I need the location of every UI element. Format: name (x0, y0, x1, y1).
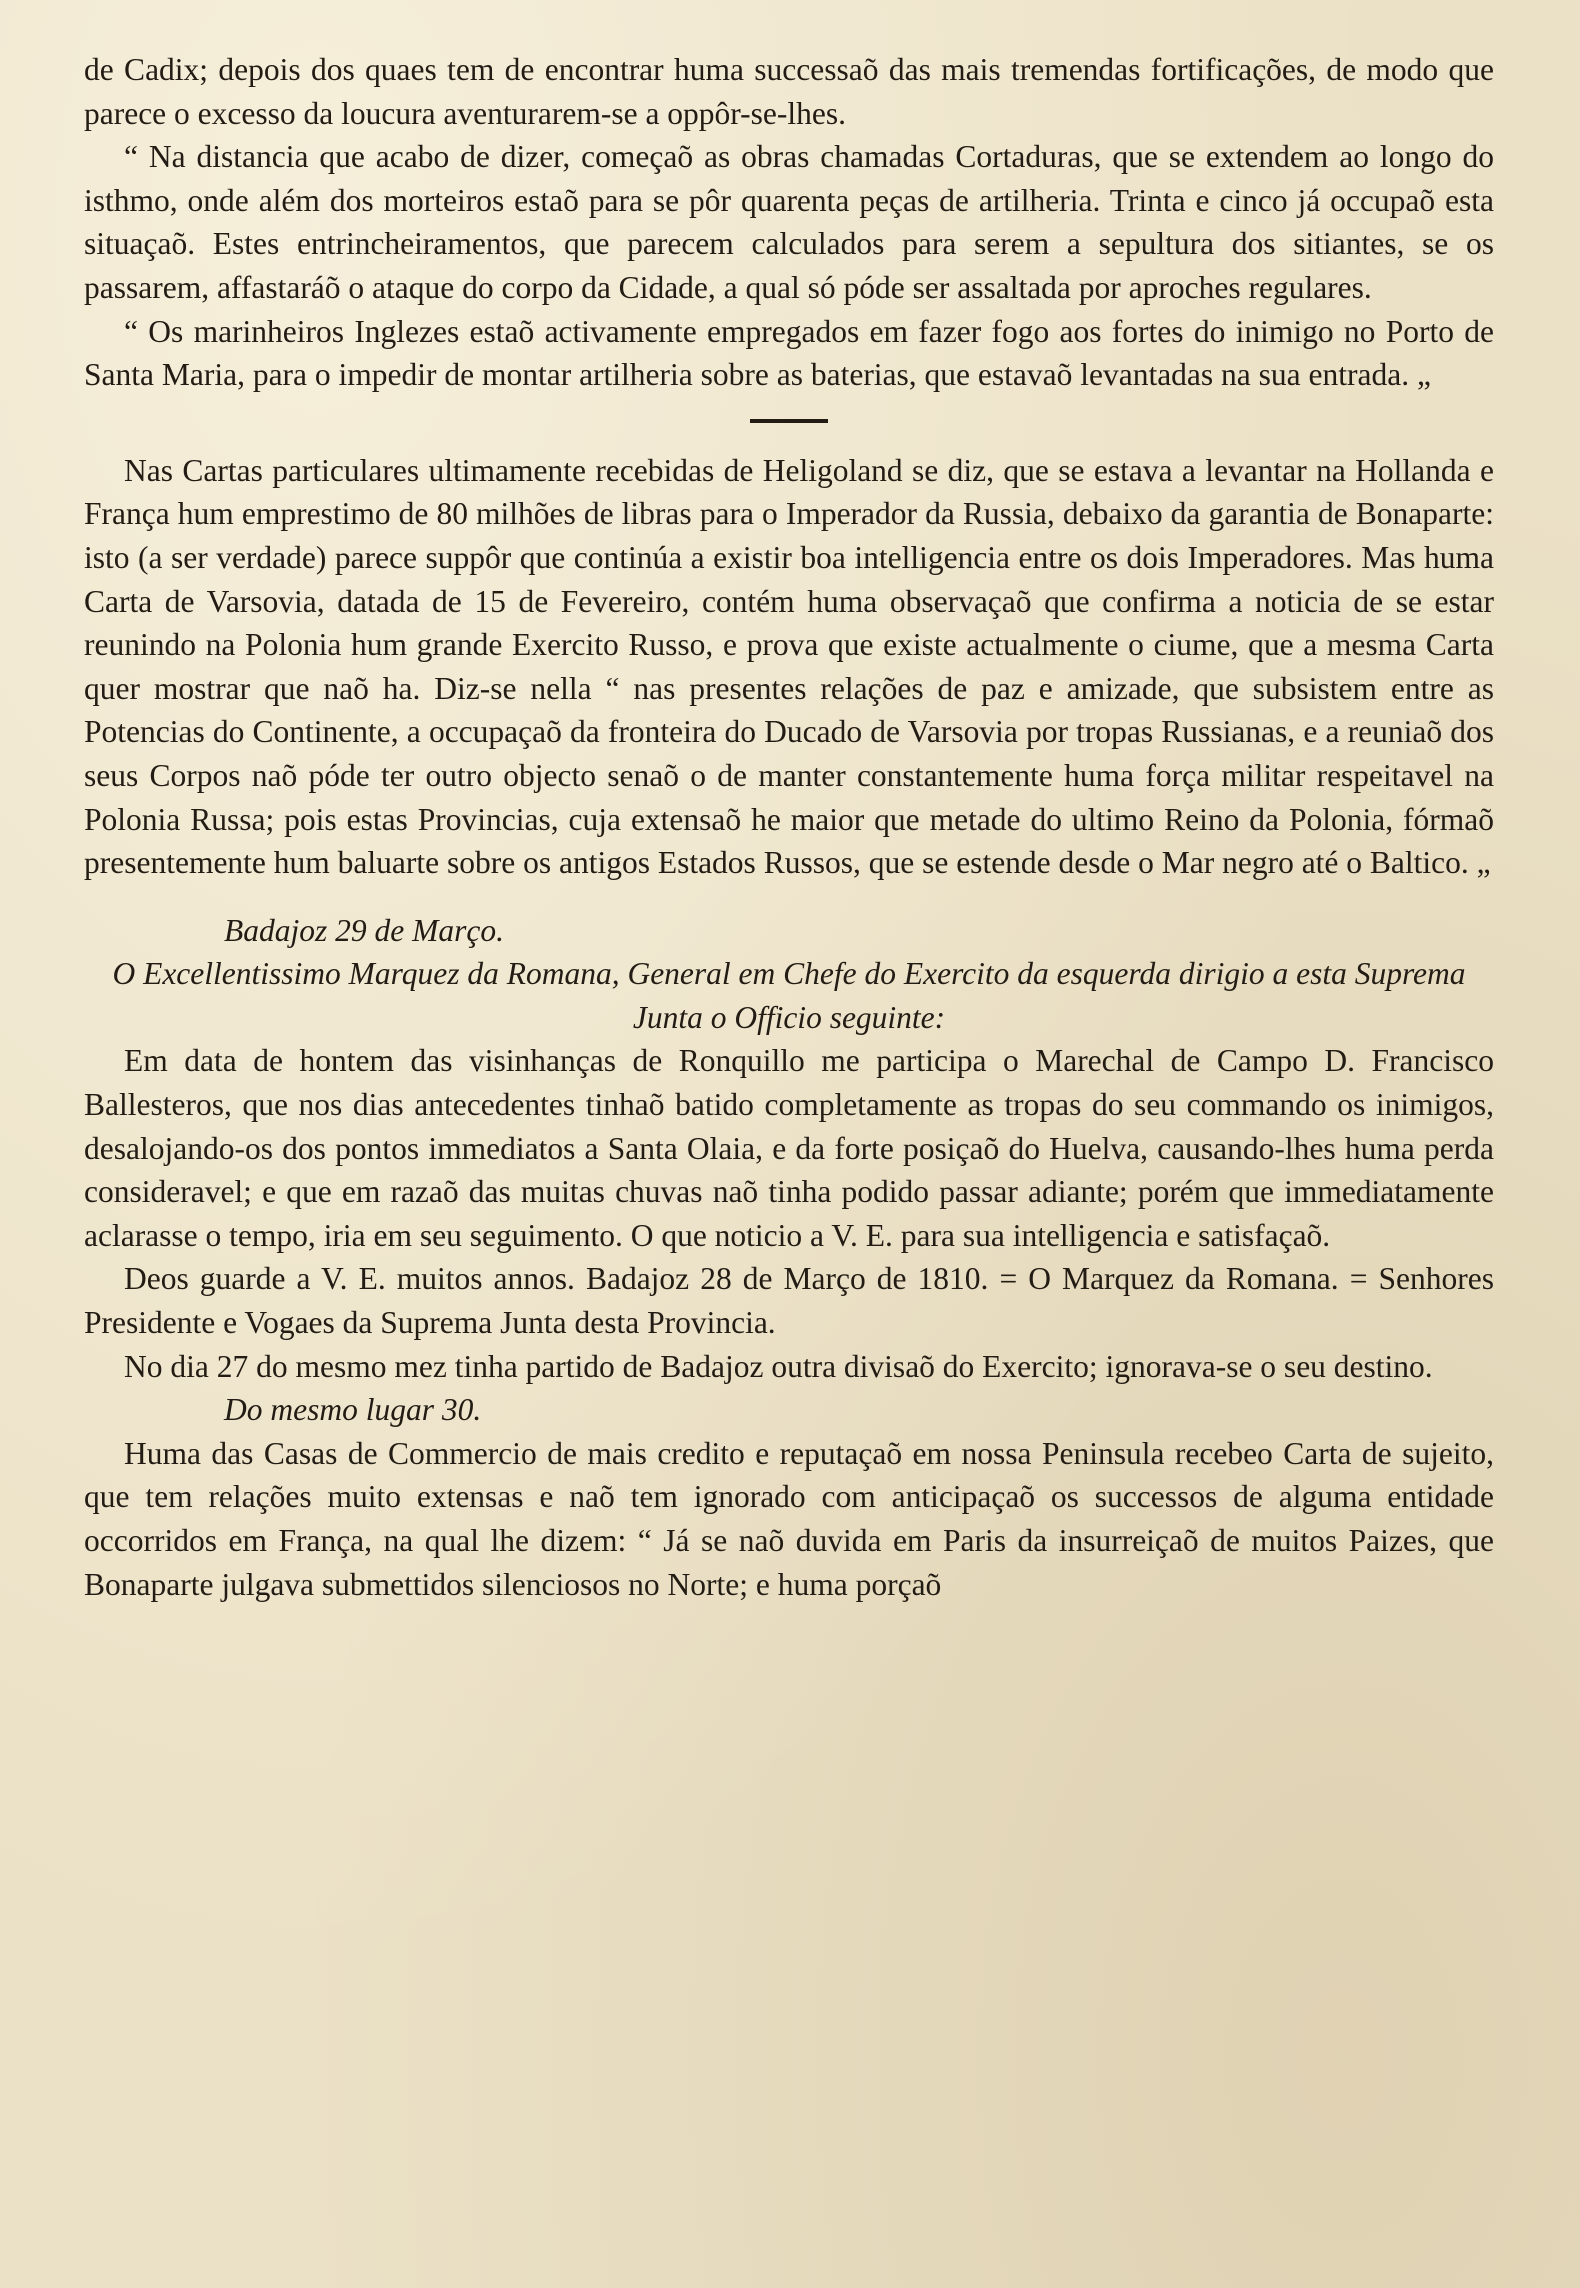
newspaper-page (84, 48, 1494, 2258)
text-paragraph: “ Os marinheiros Inglezes estaõ activamente empregados em fazer fogo aos fortes do inimigo no Porto de Santa Maria, para o impedir de montar artilheria sobre as baterias, que estavaõ levantadas na sua entrada. „ (84, 313, 1494, 393)
section-divider (750, 419, 828, 423)
spacer (84, 885, 1494, 909)
text-paragraph: Huma das Casas de Commercio de mais credito e reputaçaõ em nossa Peninsula recebeo Carta de sujeito, que tem relações muito extensas e naõ tem ignorado com anticipaçaõ os successos de alguma entidade occorridos em França, na qual lhe dizem: “ Já se naõ duvida em Paris da insurreiçaõ de muitos Paizes, que Bonaparte julgava submettidos silenciosos no Norte; e huma porçaõ (84, 1435, 1494, 1602)
text-paragraph: No dia 27 do mesmo mez tinha partido de Badajoz outra divisaõ do Exercito; ignorava-se o seu destino. (124, 1348, 1433, 1384)
text-paragraph: de Cadix; depois dos quaes tem de encontrar huma successaõ das mais tremendas fortificações, de modo que parece o excesso da loucura aventurarem-se a oppôr-se-lhes. (84, 52, 1494, 131)
text-paragraph: Em data de hontem das visinhanças de Ronquillo me participa o Marechal de Campo D. Francisco Ballesteros, que nos dias antecedentes tinhaõ batido completamente as tropas do seu commando os inimigos, desalojando-os dos pontos immediatos a Santa Olaia, e da forte posiçaõ do Huelva, causando-lhes huma perda consideravel; e que em razaõ das muitas chuvas naõ tinha podido passar adiante; porém que immediatamente aclarasse o tempo, iria em seu seguimento. O que noticio a V. E. para sua intelligencia e satisfaçaõ. (84, 1043, 1494, 1253)
text-paragraph: Nas Cartas particulares ultimamente recebidas de Heligoland se diz, que se estava a levantar na Hollanda e França hum emprestimo de 80 milhões de libras para o Imperador da Russia, debaixo da garantia de Bonaparte: isto (a ser verdade) parece suppôr que continúa a existir boa intelligencia entre os dois Imperadores. Mas huma Carta de Varsovia, datada de 15 de Fevereiro, contém huma observaçaõ que confirma a noticia de se estar reunindo na Polonia hum grande Exercito Russo, e prova que existe actualmente o ciume, que a mesma Carta quer mostrar que naõ ha. Diz-se nella “ nas presentes relações de paz e amizade, que subsistem entre as Potencias do Continente, a occupaçaõ da fronteira do Ducado de Varsovia por tropas Russianas, e a reuniaõ dos seus Corpos naõ póde ter outro objecto senaõ o de manter constantemente huma força militar respeitavel na Polonia Russa; pois estas Provincias, cuja extensaõ he maior que metade do ultimo Reino da Polonia, fórmaõ presentemente hum baluarte sobre os antigos Estados Russos, que se estende desde o Mar negro até o Baltico. „ (84, 452, 1494, 881)
text-paragraph: “ Na distancia que acabo de dizer, começaõ as obras chamadas Cortaduras, que se extendem ao longo do isthmo, onde além dos morteiros estaõ para se pôr quarenta peças de artilheria. Trinta e cinco já occupaõ esta situaçaõ. Estes entrincheiramentos, que parecem calculados para serem a sepultura dos sitiantes, se os passarem, affastaráõ o ataque do corpo da Cidade, a qual só póde ser assaltada por aproches regulares. (84, 139, 1494, 305)
dateline-heading: Badajoz 29 de Março. (224, 912, 504, 948)
dateline-heading: Do mesmo lugar 30. (224, 1392, 482, 1428)
text-paragraph: Deos guarde a V. E. muitos annos. Badajoz 28 de Março de 1810. = O Marquez da Romana. = Senhores Presidente e Vogaes da Suprema Junta desta Provincia. (84, 1261, 1494, 1341)
intro-heading: O Excellentissimo Marquez da Romana, General em Chefe do Exercito da esquerda dirigio a esta Suprema Junta o Officio seguinte: (112, 956, 1466, 1035)
